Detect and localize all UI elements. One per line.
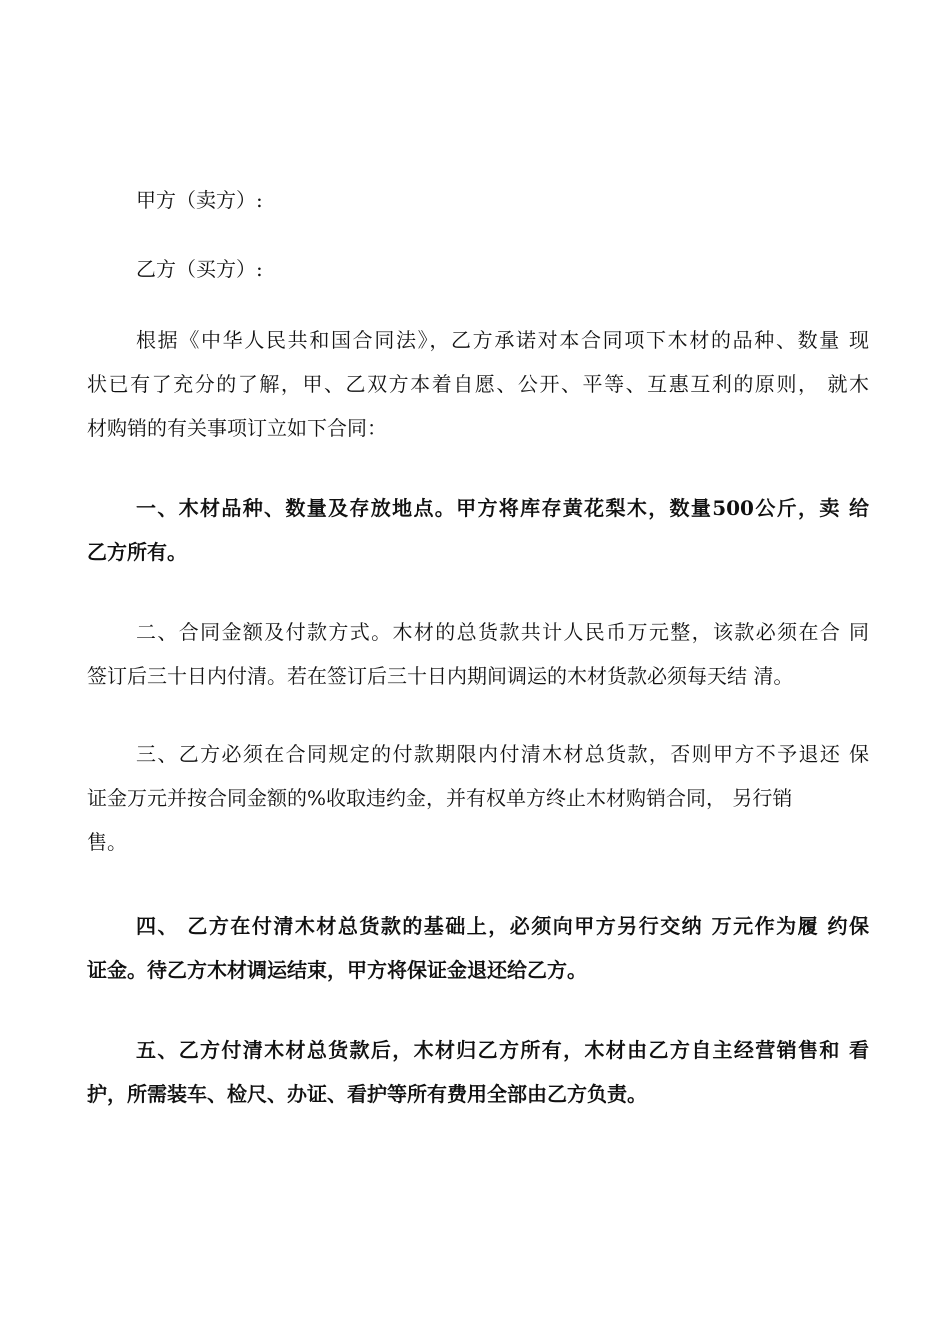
preamble-line: 材购销的有关事项订立如下合同： — [87, 416, 387, 440]
preamble-line: 状已有了充分的了解，甲、乙双方本着自愿、公开、平等、互惠互利的原则， 就木 — [87, 372, 869, 396]
party-b-label: 乙方（买方）: — [136, 257, 263, 281]
preamble-paragraph — [87, 318, 869, 450]
clause-3-line: 售。 — [87, 830, 127, 854]
clause-3-line: 证金万元并按合同金额的%收取违约金，并有权单方终止木材购销合同， 另行销 — [87, 786, 793, 810]
clause-1-line: 一、木材品种、数量及存放地点。甲方将库存黄花梨木，数量500公斤，卖 给 — [136, 496, 869, 520]
clause-2-line: 二、合同金额及付款方式。木材的总货款共计人民币万元整，该款必须在合 同 — [136, 620, 869, 644]
clause-1-paragraph — [87, 486, 869, 574]
clause-5-paragraph — [87, 1028, 869, 1116]
clause-2-paragraph — [87, 610, 869, 698]
clause-4-line: 证金。待乙方木材调运结束，甲方将保证金退还给乙方。 — [87, 958, 587, 982]
clause-1-line: 乙方所有。 — [87, 540, 187, 564]
clause-3-line: 三、乙方必须在合同规定的付款期限内付清木材总货款，否则甲方不予退还 保 — [136, 742, 869, 766]
clause-3-paragraph — [87, 732, 869, 864]
clause-2-line: 签订后三十日内付清。若在签订后三十日内期间调运的木材货款必须每天结 清。 — [87, 664, 794, 688]
clause-5-line: 五、乙方付清木材总货款后，木材归乙方所有，木材由乙方自主经营销售和 看 — [136, 1038, 869, 1062]
clause-4-line: 四、 乙方在付清木材总货款的基础上，必须向甲方另行交纳 万元作为履 约保 — [136, 914, 869, 938]
clause-5-line: 护，所需装车、检尺、办证、看护等所有费用全部由乙方负责。 — [87, 1082, 647, 1106]
clause-4-paragraph — [87, 904, 869, 992]
party-a-label: 甲方（卖方）: — [136, 188, 263, 212]
preamble-line: 根据《中华人民共和国合同法》，乙方承诺对本合同项下木材的品种、数量 现 — [136, 328, 869, 352]
